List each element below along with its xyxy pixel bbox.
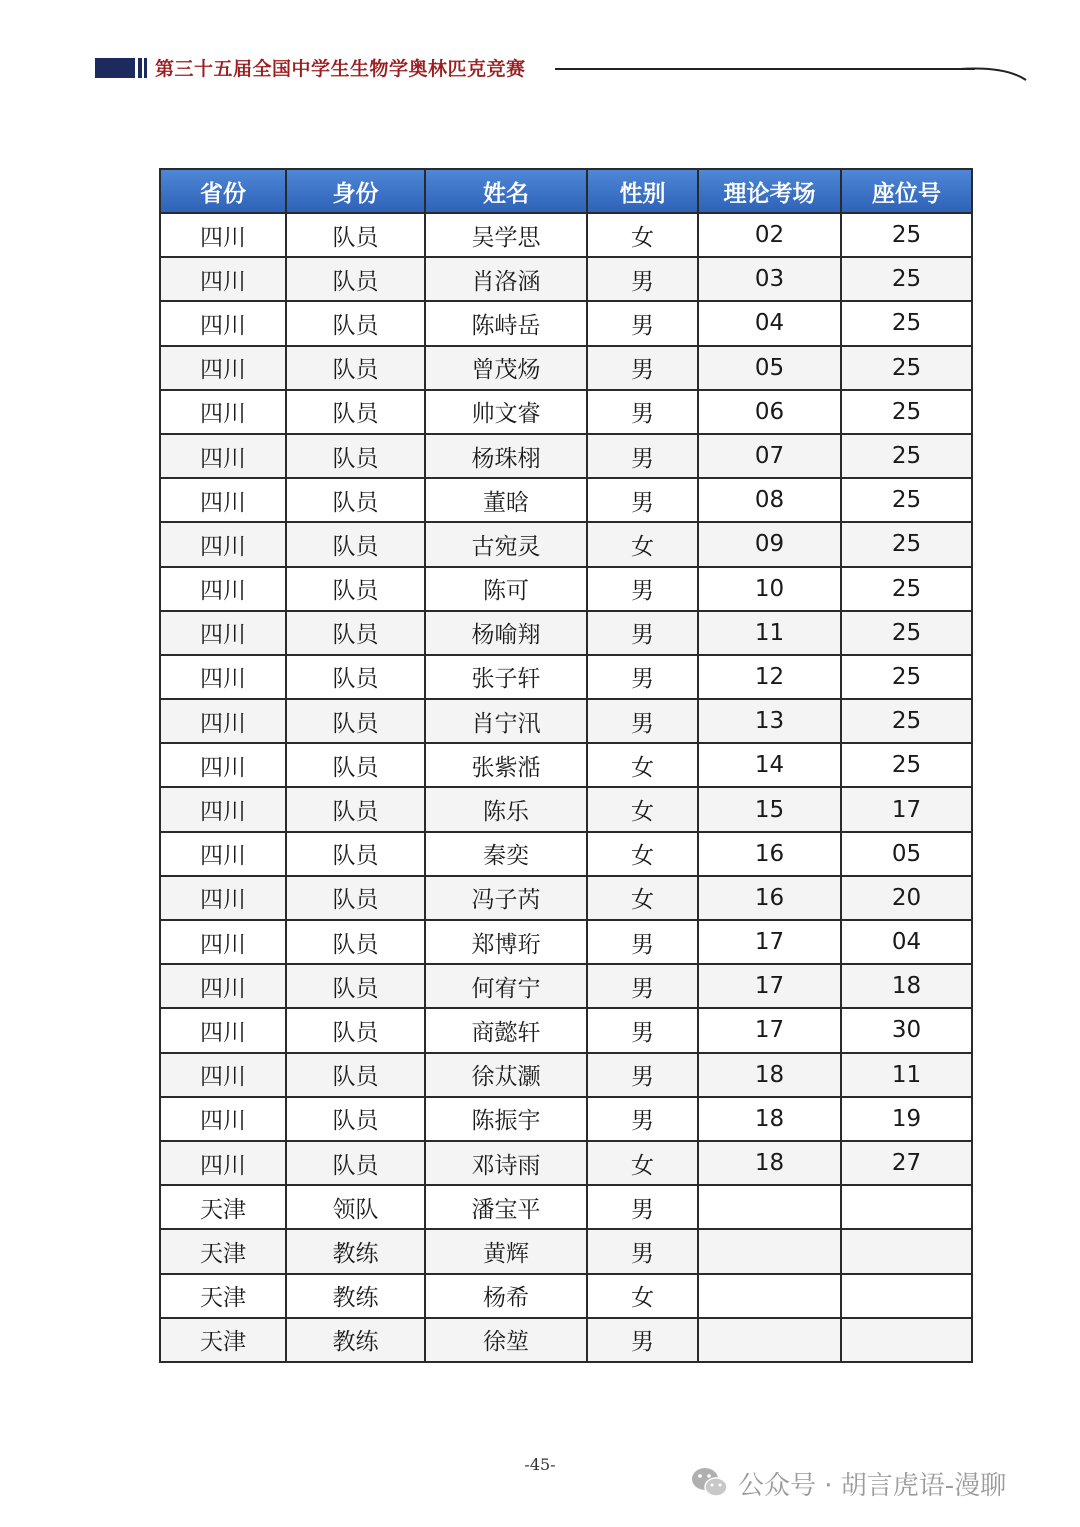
cell-name: 董晗 — [425, 478, 587, 522]
cell-exam-room — [698, 1229, 841, 1273]
cell-name: 肖宁汛 — [425, 699, 587, 743]
cell-role: 队员 — [286, 1141, 425, 1185]
cell-exam-room: 18 — [698, 1097, 841, 1141]
cell-province: 四川 — [160, 699, 286, 743]
table-row — [160, 1318, 972, 1362]
cell-exam-room: 05 — [698, 346, 841, 390]
cell-name: 秦奕 — [425, 832, 587, 876]
cell-gender: 女 — [587, 1274, 698, 1318]
cell-name: 何宥宁 — [425, 964, 587, 1008]
table-header-row — [160, 169, 972, 213]
cell-gender: 男 — [587, 478, 698, 522]
cell-role: 队员 — [286, 1053, 425, 1097]
cell-province: 天津 — [160, 1274, 286, 1318]
cell-seat: 25 — [841, 522, 972, 566]
cell-seat: 25 — [841, 567, 972, 611]
column-header-seat: 座位号 — [841, 169, 972, 213]
cell-gender: 男 — [587, 1097, 698, 1141]
table-row — [160, 1185, 972, 1229]
cell-role: 队员 — [286, 301, 425, 345]
cell-gender: 女 — [587, 213, 698, 257]
cell-province: 四川 — [160, 1008, 286, 1052]
cell-gender: 男 — [587, 1008, 698, 1052]
cell-role: 队员 — [286, 390, 425, 434]
cell-seat: 20 — [841, 876, 972, 920]
table-row — [160, 1097, 972, 1141]
cell-role: 队员 — [286, 213, 425, 257]
header-logo-bar — [138, 58, 142, 78]
table-row — [160, 301, 972, 345]
cell-exam-room: 15 — [698, 787, 841, 831]
cell-name: 张紫湉 — [425, 743, 587, 787]
table-row — [160, 1274, 972, 1318]
table-row — [160, 876, 972, 920]
cell-gender: 男 — [587, 567, 698, 611]
table-row — [160, 1141, 972, 1185]
cell-exam-room: 11 — [698, 611, 841, 655]
cell-gender: 女 — [587, 743, 698, 787]
cell-name: 陈振宇 — [425, 1097, 587, 1141]
cell-role: 教练 — [286, 1274, 425, 1318]
header-logo-block — [95, 58, 135, 78]
cell-province: 四川 — [160, 1141, 286, 1185]
cell-seat: 17 — [841, 787, 972, 831]
cell-province: 四川 — [160, 257, 286, 301]
cell-gender: 男 — [587, 1229, 698, 1273]
cell-province: 四川 — [160, 434, 286, 478]
cell-gender: 男 — [587, 920, 698, 964]
cell-name: 陈可 — [425, 567, 587, 611]
cell-seat — [841, 1229, 972, 1273]
cell-gender: 男 — [587, 257, 698, 301]
cell-exam-room: 04 — [698, 301, 841, 345]
cell-seat — [841, 1185, 972, 1229]
cell-province: 四川 — [160, 567, 286, 611]
cell-province: 四川 — [160, 346, 286, 390]
watermark-text: 公众号 · 胡言虎语-漫聊 — [738, 1470, 1007, 1501]
cell-seat: 25 — [841, 655, 972, 699]
cell-role: 队员 — [286, 346, 425, 390]
cell-name: 冯子芮 — [425, 876, 587, 920]
cell-gender: 男 — [587, 1318, 698, 1362]
cell-gender: 男 — [587, 699, 698, 743]
cell-seat: 25 — [841, 257, 972, 301]
cell-seat: 25 — [841, 390, 972, 434]
cell-role: 队员 — [286, 478, 425, 522]
cell-province: 四川 — [160, 522, 286, 566]
cell-role: 队员 — [286, 1008, 425, 1052]
cell-gender: 男 — [587, 1053, 698, 1097]
cell-province: 天津 — [160, 1229, 286, 1273]
cell-province: 四川 — [160, 876, 286, 920]
column-header-gender: 性别 — [587, 169, 698, 213]
table-row — [160, 832, 972, 876]
header-logo-bar — [144, 58, 147, 78]
cell-name: 吴学思 — [425, 213, 587, 257]
column-header-province: 省份 — [160, 169, 286, 213]
cell-gender: 女 — [587, 787, 698, 831]
cell-name: 陈峙岳 — [425, 301, 587, 345]
cell-seat — [841, 1318, 972, 1362]
cell-seat: 18 — [841, 964, 972, 1008]
cell-seat — [841, 1274, 972, 1318]
cell-name: 郑博珩 — [425, 920, 587, 964]
table-row — [160, 1008, 972, 1052]
cell-name: 曾茂炀 — [425, 346, 587, 390]
cell-role: 队员 — [286, 743, 425, 787]
cell-exam-room: 16 — [698, 832, 841, 876]
cell-province: 四川 — [160, 964, 286, 1008]
table-row — [160, 611, 972, 655]
cell-name: 陈乐 — [425, 787, 587, 831]
cell-province: 四川 — [160, 655, 286, 699]
cell-role: 教练 — [286, 1318, 425, 1362]
table-body — [160, 213, 972, 1362]
table-row — [160, 1229, 972, 1273]
cell-role: 队员 — [286, 611, 425, 655]
table-row — [160, 567, 972, 611]
cell-gender: 男 — [587, 964, 698, 1008]
cell-exam-room: 14 — [698, 743, 841, 787]
cell-role: 领队 — [286, 1185, 425, 1229]
column-header-role: 身份 — [286, 169, 425, 213]
cell-role: 队员 — [286, 567, 425, 611]
table-row — [160, 699, 972, 743]
cell-exam-room — [698, 1318, 841, 1362]
table-row — [160, 920, 972, 964]
cell-province: 四川 — [160, 478, 286, 522]
cell-name: 黄辉 — [425, 1229, 587, 1273]
cell-gender: 男 — [587, 611, 698, 655]
cell-name: 徐堃 — [425, 1318, 587, 1362]
table-row — [160, 964, 972, 1008]
header-rule — [555, 68, 975, 70]
table-row — [160, 743, 972, 787]
table-row — [160, 390, 972, 434]
cell-role: 队员 — [286, 1097, 425, 1141]
cell-exam-room: 17 — [698, 1008, 841, 1052]
cell-exam-room: 02 — [698, 213, 841, 257]
cell-name: 古宛灵 — [425, 522, 587, 566]
column-header-name: 姓名 — [425, 169, 587, 213]
cell-exam-room: 16 — [698, 876, 841, 920]
cell-role: 队员 — [286, 876, 425, 920]
cell-seat: 25 — [841, 301, 972, 345]
header-title: 第三十五届全国中学生生物学奥林匹克竞赛 — [155, 58, 526, 80]
cell-name: 杨珠栩 — [425, 434, 587, 478]
cell-exam-room: 09 — [698, 522, 841, 566]
cell-exam-room: 06 — [698, 390, 841, 434]
cell-gender: 男 — [587, 1185, 698, 1229]
cell-province: 四川 — [160, 743, 286, 787]
header-rule-curve — [960, 60, 1030, 85]
cell-seat: 19 — [841, 1097, 972, 1141]
cell-exam-room: 08 — [698, 478, 841, 522]
cell-name: 徐苁灏 — [425, 1053, 587, 1097]
cell-province: 四川 — [160, 832, 286, 876]
cell-province: 四川 — [160, 213, 286, 257]
cell-role: 队员 — [286, 787, 425, 831]
cell-province: 四川 — [160, 611, 286, 655]
column-header-exam-room: 理论考场 — [698, 169, 841, 213]
cell-exam-room: 03 — [698, 257, 841, 301]
cell-role: 队员 — [286, 522, 425, 566]
cell-gender: 男 — [587, 434, 698, 478]
cell-role: 队员 — [286, 699, 425, 743]
cell-exam-room — [698, 1185, 841, 1229]
watermark — [690, 1463, 1006, 1503]
cell-province: 四川 — [160, 1053, 286, 1097]
cell-name: 张子轩 — [425, 655, 587, 699]
cell-seat: 05 — [841, 832, 972, 876]
cell-seat: 30 — [841, 1008, 972, 1052]
cell-province: 四川 — [160, 920, 286, 964]
cell-name: 杨希 — [425, 1274, 587, 1318]
cell-gender: 男 — [587, 346, 698, 390]
cell-role: 队员 — [286, 964, 425, 1008]
cell-name: 潘宝平 — [425, 1185, 587, 1229]
cell-exam-room: 13 — [698, 699, 841, 743]
table-row — [160, 478, 972, 522]
cell-province: 天津 — [160, 1185, 286, 1229]
page-number: -45- — [524, 1455, 556, 1474]
cell-seat: 25 — [841, 346, 972, 390]
cell-gender: 女 — [587, 1141, 698, 1185]
cell-role: 队员 — [286, 832, 425, 876]
cell-exam-room: 07 — [698, 434, 841, 478]
cell-gender: 男 — [587, 390, 698, 434]
table-row — [160, 434, 972, 478]
table-row — [160, 1053, 972, 1097]
cell-seat: 27 — [841, 1141, 972, 1185]
cell-seat: 25 — [841, 743, 972, 787]
cell-province: 四川 — [160, 301, 286, 345]
table-row — [160, 213, 972, 257]
cell-seat: 04 — [841, 920, 972, 964]
cell-exam-room: 10 — [698, 567, 841, 611]
cell-exam-room: 18 — [698, 1053, 841, 1097]
cell-gender: 男 — [587, 655, 698, 699]
cell-seat: 11 — [841, 1053, 972, 1097]
cell-exam-room: 17 — [698, 964, 841, 1008]
cell-seat: 25 — [841, 611, 972, 655]
cell-name: 商懿轩 — [425, 1008, 587, 1052]
cell-seat: 25 — [841, 213, 972, 257]
table-row — [160, 522, 972, 566]
table-row — [160, 787, 972, 831]
cell-gender: 女 — [587, 522, 698, 566]
cell-name: 杨喻翔 — [425, 611, 587, 655]
cell-province: 天津 — [160, 1318, 286, 1362]
table-row — [160, 655, 972, 699]
cell-name: 邓诗雨 — [425, 1141, 587, 1185]
cell-exam-room: 17 — [698, 920, 841, 964]
cell-province: 四川 — [160, 1097, 286, 1141]
cell-seat: 25 — [841, 478, 972, 522]
cell-exam-room: 12 — [698, 655, 841, 699]
cell-seat: 25 — [841, 434, 972, 478]
cell-gender: 女 — [587, 832, 698, 876]
table-row — [160, 346, 972, 390]
cell-role: 队员 — [286, 920, 425, 964]
cell-gender: 男 — [587, 301, 698, 345]
cell-role: 队员 — [286, 257, 425, 301]
cell-province: 四川 — [160, 390, 286, 434]
cell-name: 肖洛涵 — [425, 257, 587, 301]
cell-gender: 女 — [587, 876, 698, 920]
roster-table — [159, 168, 973, 1363]
cell-province: 四川 — [160, 787, 286, 831]
cell-role: 教练 — [286, 1229, 425, 1273]
table-row — [160, 257, 972, 301]
cell-role: 队员 — [286, 434, 425, 478]
cell-exam-room — [698, 1274, 841, 1318]
cell-exam-room: 18 — [698, 1141, 841, 1185]
cell-name: 帅文睿 — [425, 390, 587, 434]
wechat-icon — [690, 1465, 730, 1501]
cell-role: 队员 — [286, 655, 425, 699]
cell-seat: 25 — [841, 699, 972, 743]
